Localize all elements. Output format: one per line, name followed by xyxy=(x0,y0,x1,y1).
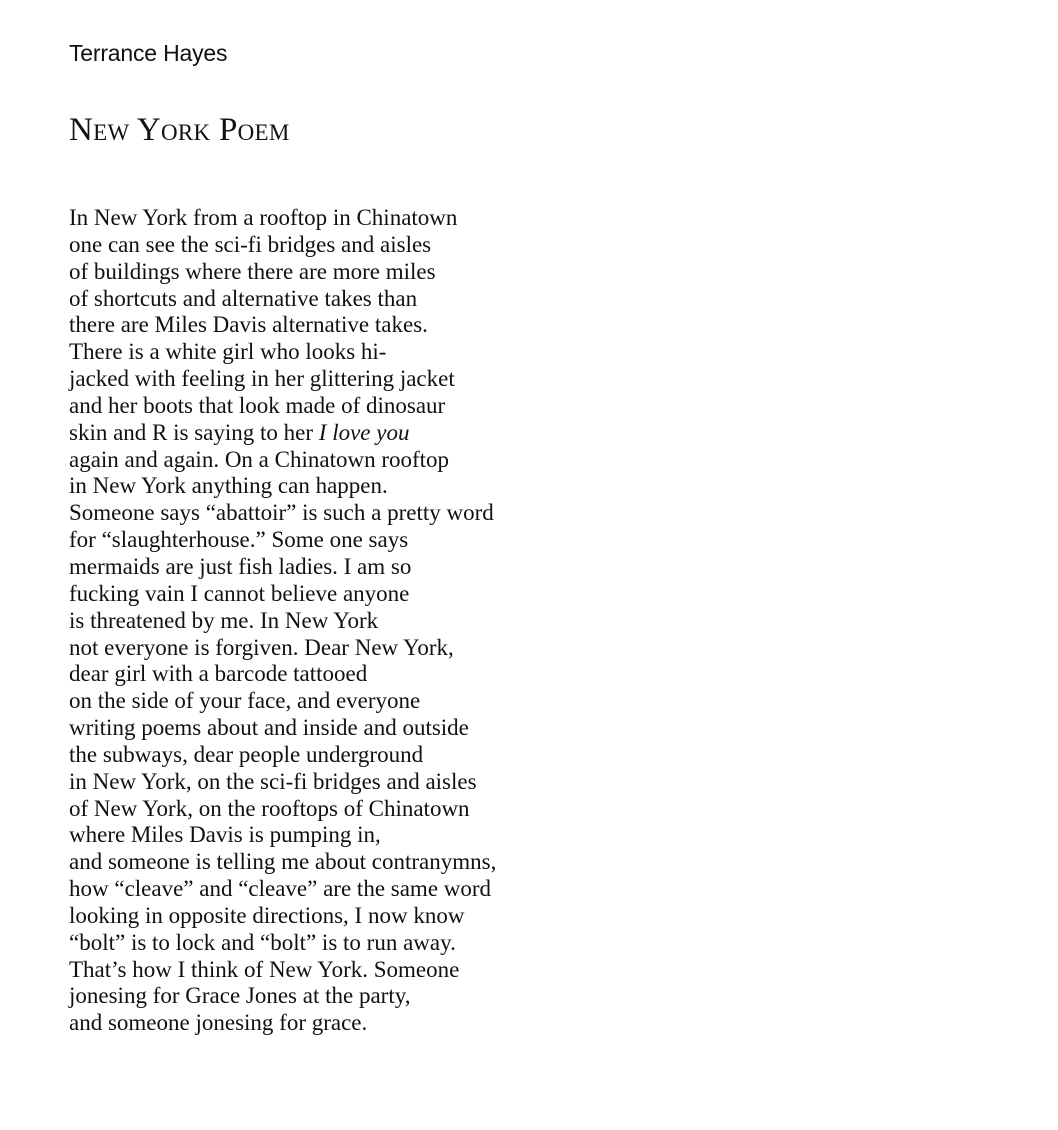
poem-line xyxy=(69,312,496,339)
poem-line-text: looking in opposite directions, I now know xyxy=(69,902,465,928)
poem-line xyxy=(69,500,496,527)
poem-line-text: of shortcuts and alternative takes than xyxy=(69,285,418,311)
poem-line-text: how “cleave” and “cleave” are the same word xyxy=(69,876,492,902)
poem-line xyxy=(69,769,496,796)
poem-line-text: jonesing for Grace Jones at the party, xyxy=(69,983,411,1009)
poem-line xyxy=(69,366,496,393)
poem-line-text: In New York from a rooftop in Chinatown xyxy=(69,205,458,230)
poem-line xyxy=(69,420,496,447)
poem-line xyxy=(69,661,496,688)
poem-line xyxy=(69,796,496,823)
poem-line-text: That’s how I think of New York. Someone xyxy=(69,956,460,982)
poem-line xyxy=(69,983,496,1010)
poem-line-text: where Miles Davis is pumping in, xyxy=(69,822,381,848)
poem-line-text: the subways, dear people underground xyxy=(69,741,424,767)
poem-line xyxy=(69,393,496,420)
poem-line xyxy=(69,205,496,232)
poem-line xyxy=(69,876,496,903)
poem-line-text: Someone says “abattoir” is such a pretty word xyxy=(69,500,494,526)
poem-line xyxy=(69,608,496,635)
poem-line-text: is threatened by me. In New York xyxy=(69,607,379,633)
poem-line-text: of New York, on the rooftops of Chinatown xyxy=(69,795,470,821)
poem-line xyxy=(69,930,496,957)
poem-line-text: not everyone is forgiven. Dear New York, xyxy=(69,634,454,660)
poem-line xyxy=(69,286,496,313)
poem-line xyxy=(69,822,496,849)
author-name: Terrance Hayes xyxy=(69,40,228,66)
poem-line-text: skin and R is saying to her xyxy=(69,419,319,445)
poem-line-text: There is a white girl who looks hi- xyxy=(69,339,387,365)
poem-line-text: on the side of your face, and everyone xyxy=(69,688,421,714)
poem-line-text: there are Miles Davis alternative takes. xyxy=(69,312,428,338)
poem-line-text: and her boots that look made of dinosaur xyxy=(69,392,446,418)
poem-line xyxy=(69,635,496,662)
poem-line xyxy=(69,1010,496,1037)
poem-line xyxy=(69,688,496,715)
poem-line xyxy=(69,742,496,769)
poem-line-text: dear girl with a barcode tattooed xyxy=(69,661,368,687)
poem-line-italic-text: I love you xyxy=(318,419,410,445)
poem-line-text: again and again. On a Chinatown rooftop xyxy=(69,446,450,472)
poem-body xyxy=(69,205,496,1037)
poem-line xyxy=(69,581,496,608)
poem-line-text: and someone is telling me about contranymns, xyxy=(69,849,497,875)
poem-line xyxy=(69,849,496,876)
poem-line xyxy=(69,903,496,930)
poem-line-text: in New York anything can happen. xyxy=(69,473,388,499)
poem-line-text: one can see the sci-fi bridges and aisles xyxy=(69,231,432,257)
poem-line-text: fucking vain I cannot believe anyone xyxy=(69,580,410,606)
poem-line-text: writing poems about and inside and outside xyxy=(69,715,469,741)
poem-line-text: and someone jonesing for grace. xyxy=(69,1010,368,1036)
poem-line xyxy=(69,715,496,742)
poem-line xyxy=(69,339,496,366)
poem-line xyxy=(69,554,496,581)
poem-line xyxy=(69,232,496,259)
poem-line-text: of buildings where there are more miles xyxy=(69,258,436,284)
poem-line xyxy=(69,447,496,474)
poem-line-text: for “slaughterhouse.” Some one says xyxy=(69,527,409,553)
poem-line xyxy=(69,259,496,286)
poem-line xyxy=(69,527,496,554)
poem-line xyxy=(69,957,496,984)
poem-line-text: jacked with feeling in her glittering jacket xyxy=(69,366,455,392)
poem-line xyxy=(69,473,496,500)
poem-line-text: mermaids are just fish ladies. I am so xyxy=(69,553,412,579)
poem-line-text: in New York, on the sci-fi bridges and aisles xyxy=(69,768,477,794)
poem-title: New York Poem xyxy=(69,112,290,148)
poem-line-text: “bolt” is to lock and “bolt” is to run away. xyxy=(69,929,456,955)
